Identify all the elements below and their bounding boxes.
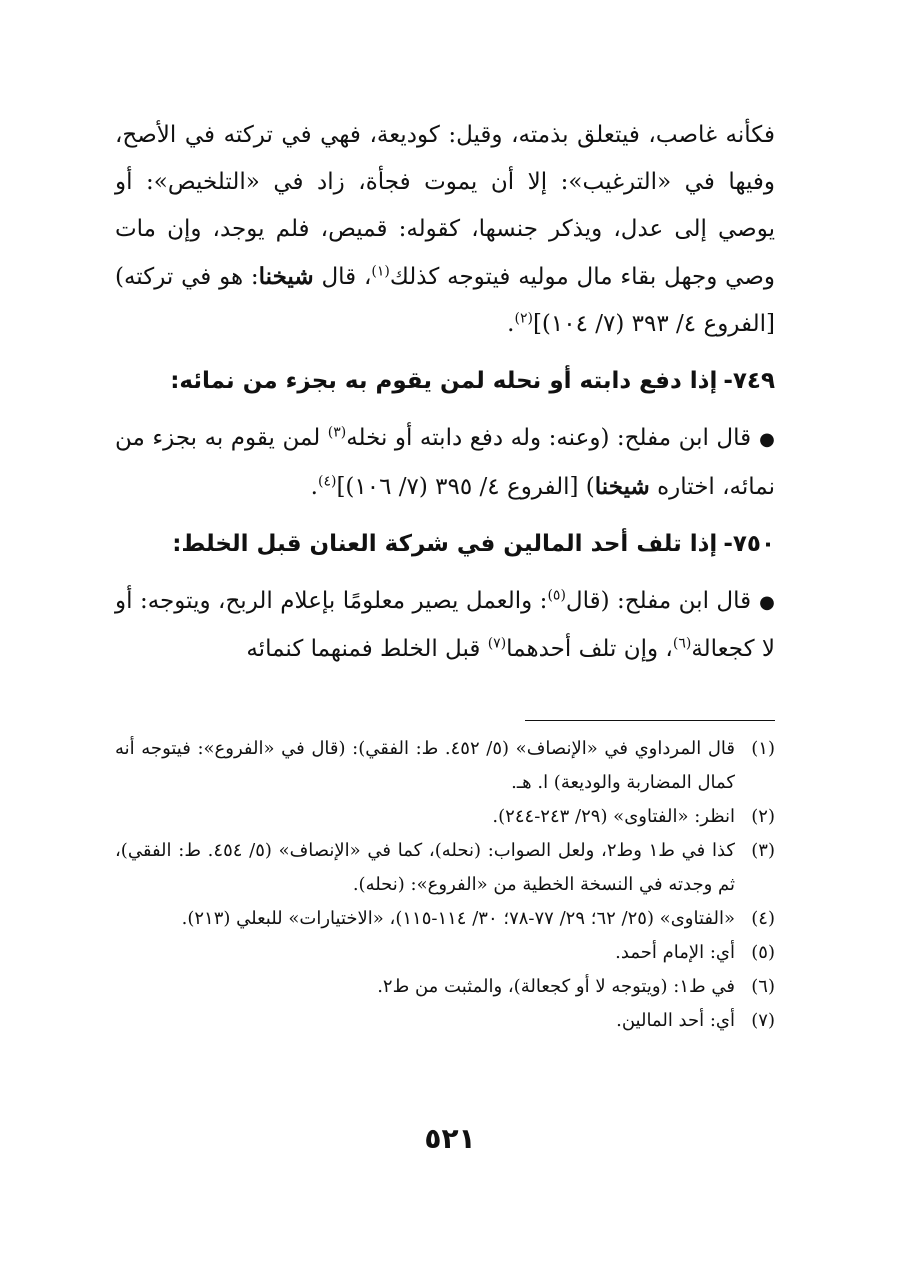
paragraph-text: : والعمل يصير معلومًا بإعلام الربح، ويتوجه: أو لا كجعالة: [115, 588, 775, 662]
footnote-number: (٣): [751, 840, 775, 861]
footnote-6: [115, 970, 775, 1004]
paragraph-text: ، وإن تلف أحدهما: [506, 636, 673, 662]
main-text: [115, 112, 775, 673]
paragraph-text: .: [310, 474, 318, 500]
footnote-ref-7[interactable]: (٧): [487, 635, 507, 652]
footnote-7: [115, 1004, 775, 1038]
section-number: ٧٥٠-: [723, 531, 775, 557]
footnote-number: (٤): [751, 908, 775, 929]
paragraph-text: لمن يقوم به بجزء من نمائه، اختاره: [115, 425, 775, 500]
footnote-divider: [525, 720, 775, 721]
footnote-ref-5[interactable]: (٥): [547, 587, 566, 604]
section-title: إذا تلف أحد المالين في شركة العنان قبل الخلط:: [172, 531, 718, 557]
paragraph-2: [115, 415, 775, 511]
footnote-number: (١): [751, 738, 775, 759]
paragraph-3: [115, 578, 775, 673]
footnote-4: [115, 902, 775, 936]
footnote-text: «الفتاوى» (٢٥/ ٦٢؛ ٢٩/ ٧٧-٧٨؛ ٣٠/ ١١٤-١١٥)، «الاختيارات» للبعلي (٢١٣).: [181, 908, 735, 929]
bold-term: شيخنا: [594, 473, 650, 500]
footnote-ref-4[interactable]: (٤): [317, 473, 337, 490]
bullet-icon: ●: [759, 429, 775, 450]
page-number: ٥٢١: [424, 1122, 476, 1155]
footnote-5: [115, 936, 775, 970]
footnote-1: [115, 732, 775, 800]
footnote-number: (٧): [751, 1010, 775, 1031]
footnote-number: (٢): [751, 806, 775, 827]
footnote-text: قال المرداوي في «الإنصاف» (٥/ ٤٥٢. ط: الفقي): (قال في «الفروع»: فيتوجه أنه كمال المضاربة والوديعة) ا. هـ.: [115, 738, 735, 793]
footnote-ref-6[interactable]: (٦): [672, 635, 692, 652]
footnote-ref-2[interactable]: (٢): [514, 310, 533, 327]
footnote-ref-3[interactable]: (٣): [327, 424, 347, 441]
bullet-icon: ●: [759, 592, 775, 613]
footnote-number: (٥): [751, 942, 775, 963]
footnote-text: انظر: «الفتاوى» (٢٩/ ٢٤٣-٢٤٤).: [492, 806, 735, 827]
paragraph-text: : هو في تركته) [الفروع ٤/ ٣٩٣ (٧/ ١٠٤)]: [115, 264, 775, 337]
paragraph-text: قال ابن مفلح: (قال: [565, 588, 752, 614]
paragraph-text: قال ابن مفلح: (وعنه: وله دفع دابته أو نخله: [346, 425, 752, 451]
footnote-2: [115, 800, 775, 834]
footnote-text: في ط١: (ويتوجه لا أو كجعالة)، والمثبت من ط٢.: [377, 976, 735, 997]
paragraph-text: ) [الفروع ٤/ ٣٩٥ (٧/ ١٠٦)]: [336, 474, 595, 500]
bold-term: شيخنا: [258, 263, 314, 290]
footnote-ref-1[interactable]: (١): [371, 263, 390, 280]
section-number: ٧٤٩-: [723, 368, 775, 394]
section-title: إذا دفع دابته أو نحله لمن يقوم به بجزء من نمائه:: [170, 368, 718, 394]
paragraph-text: فكأنه غاصب، فيتعلق بذمته، وقيل: كوديعة، فهي في تركته في الأصح، وفيها في «الترغيب»: إلا أن يموت فجأة، زاد في «التلخيص»: أو يوصي إلى عدل، ويذكر جنسها، كقوله: قميص، فلم يوجد، وإن مات وصي وجهل بقاء مال موليه فيتوجه كذلك: [115, 122, 775, 290]
paragraph-text: ، قال: [313, 264, 372, 290]
footnote-text: أي: أحد المالين.: [616, 1010, 735, 1031]
footnote-3: [115, 834, 775, 902]
paragraph-text: .: [507, 311, 515, 337]
footnote-text: أي: الإمام أحمد.: [615, 942, 735, 963]
paragraph-text: قبل الخلط فمنهما كنمائه: [246, 636, 488, 662]
section-heading-749: [115, 358, 775, 405]
section-heading-750: [115, 521, 775, 568]
footnote-number: (٦): [751, 976, 775, 997]
footnotes: [115, 732, 775, 1038]
footnote-text: كذا في ط١ وط٢، ولعل الصواب: (نحله)، كما في «الإنصاف» (٥/ ٤٥٤. ط: الفقي)، ثم وجدته في النسخة الخطية من «الفروع»: (نحله).: [115, 840, 735, 895]
paragraph-1: [115, 112, 775, 348]
